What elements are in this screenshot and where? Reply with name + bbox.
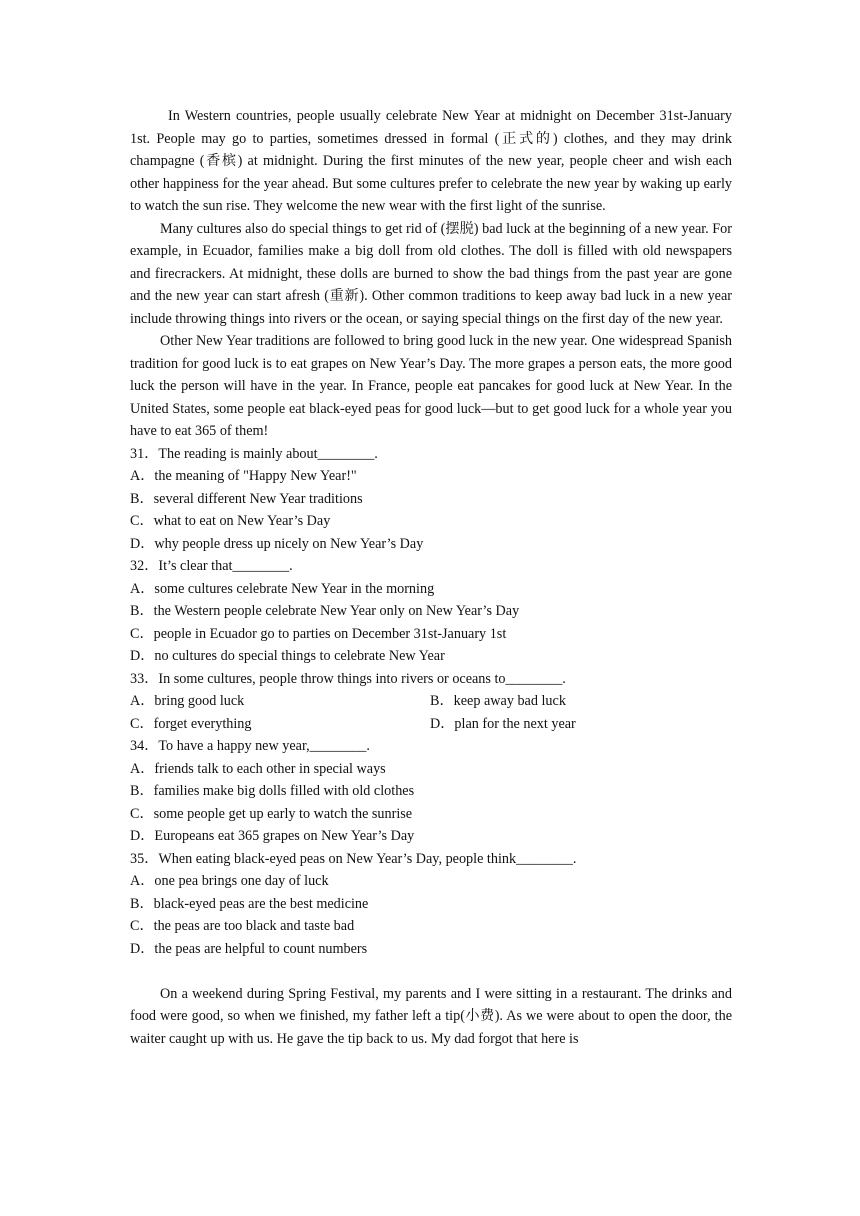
option-d: D．why people dress up nicely on New Year’s Day	[130, 535, 424, 552]
option-a: A．one pea brings one day of luck	[130, 873, 329, 889]
option-d: D．no cultures do special things to celebrate New Year	[130, 648, 445, 664]
question-stem: 31．The reading is mainly about________.	[130, 445, 378, 462]
passage1-paragraph-2: Many cultures also do special things to get rid of (摆脱) bad luck at the beginning of a new year. For example, in Ecuador, families make a big doll from old clothes. The doll is filled with old newspapers and firecrackers. At midnight, these dolls are burned to show the bad things from the past year are gone and the new year can start afresh (重新). Other common traditions to keep away bad luck in a new year include throwing things into rivers or the ocean, or saying special things on the first day of the new year.	[130, 220, 732, 327]
passage2-paragraph-1: On a weekend during Spring Festival, my parents and I were sitting in a restaurant. The drinks and food were good, so when we finished, my father left a tip(小费). As we were about to open the door, the waiter caught up with us. He gave the tip back to us. My dad forgot that here is	[130, 985, 732, 1047]
option-a: A．bring good luck	[130, 693, 245, 709]
option-c: C．people in Ecuador go to parties on December 31st-January 1st	[130, 625, 507, 642]
option-c: C．what to eat on New Year’s Day	[130, 513, 331, 529]
option-c: C．some people get up early to watch the sunrise	[130, 805, 413, 822]
option-b: B．several different New Year traditions	[130, 490, 363, 507]
question-33	[130, 668, 732, 736]
question-stem: 34．To have a happy new year,________.	[130, 738, 370, 754]
option-b: B．keep away bad luck	[430, 693, 566, 709]
option-b: B．black-eyed peas are the best medicine	[130, 895, 369, 912]
option-b: B．families make big dolls filled with old clothes	[130, 783, 415, 799]
option-a: A．some cultures celebrate New Year in the morning	[130, 580, 435, 597]
question-34	[130, 735, 732, 848]
option-d: D．plan for the next year	[430, 715, 576, 732]
option-c: C．the peas are too black and taste bad	[130, 918, 355, 934]
option-b: B．the Western people celebrate New Year only on New Year’s Day	[130, 603, 520, 619]
option-c: C．forget everything	[130, 715, 252, 732]
option-a: A．friends talk to each other in special ways	[130, 760, 386, 777]
section-gap	[130, 960, 732, 983]
question-35	[130, 848, 732, 961]
document-page	[130, 105, 732, 1050]
question-stem: 33．In some cultures, people throw things into rivers or oceans to________.	[130, 670, 566, 687]
passage1-paragraph-3: Other New Year traditions are followed to bring good luck in the new year. One widespread Spanish tradition for good luck is to eat grapes on New Year’s Day. The more grapes a person eats, the more good luck the person will have in the year. In France, people eat pancakes for good luck at New Year. In the United States, some people eat black-eyed peas for good luck—but to get good luck for a whole year you have to eat 365 of them!	[130, 333, 732, 439]
question-32	[130, 555, 732, 668]
question-stem: 32．It’s clear that________.	[130, 558, 293, 574]
option-a: A．the meaning of "Happy New Year!"	[130, 468, 357, 484]
question-stem: 35．When eating black-eyed peas on New Year’s Day, people think________.	[130, 850, 577, 867]
passage1-paragraph-1: In Western countries, people usually celebrate New Year at midnight on December 31st-January 1st. People may go to parties, sometimes dressed in formal (正式的) clothes, and they may drink champagne (香槟) at midnight. During the first minutes of the new year, people cheer and wish each other happiness for the year ahead. But some cultures prefer to celebrate the new year by waking up early to watch the sun rise. They welcome the new wear with the first light of the sunrise.	[130, 108, 732, 214]
option-d: D．Europeans eat 365 grapes on New Year’s Day	[130, 828, 415, 844]
question-31	[130, 443, 732, 556]
option-d: D．the peas are helpful to count numbers	[130, 940, 368, 957]
